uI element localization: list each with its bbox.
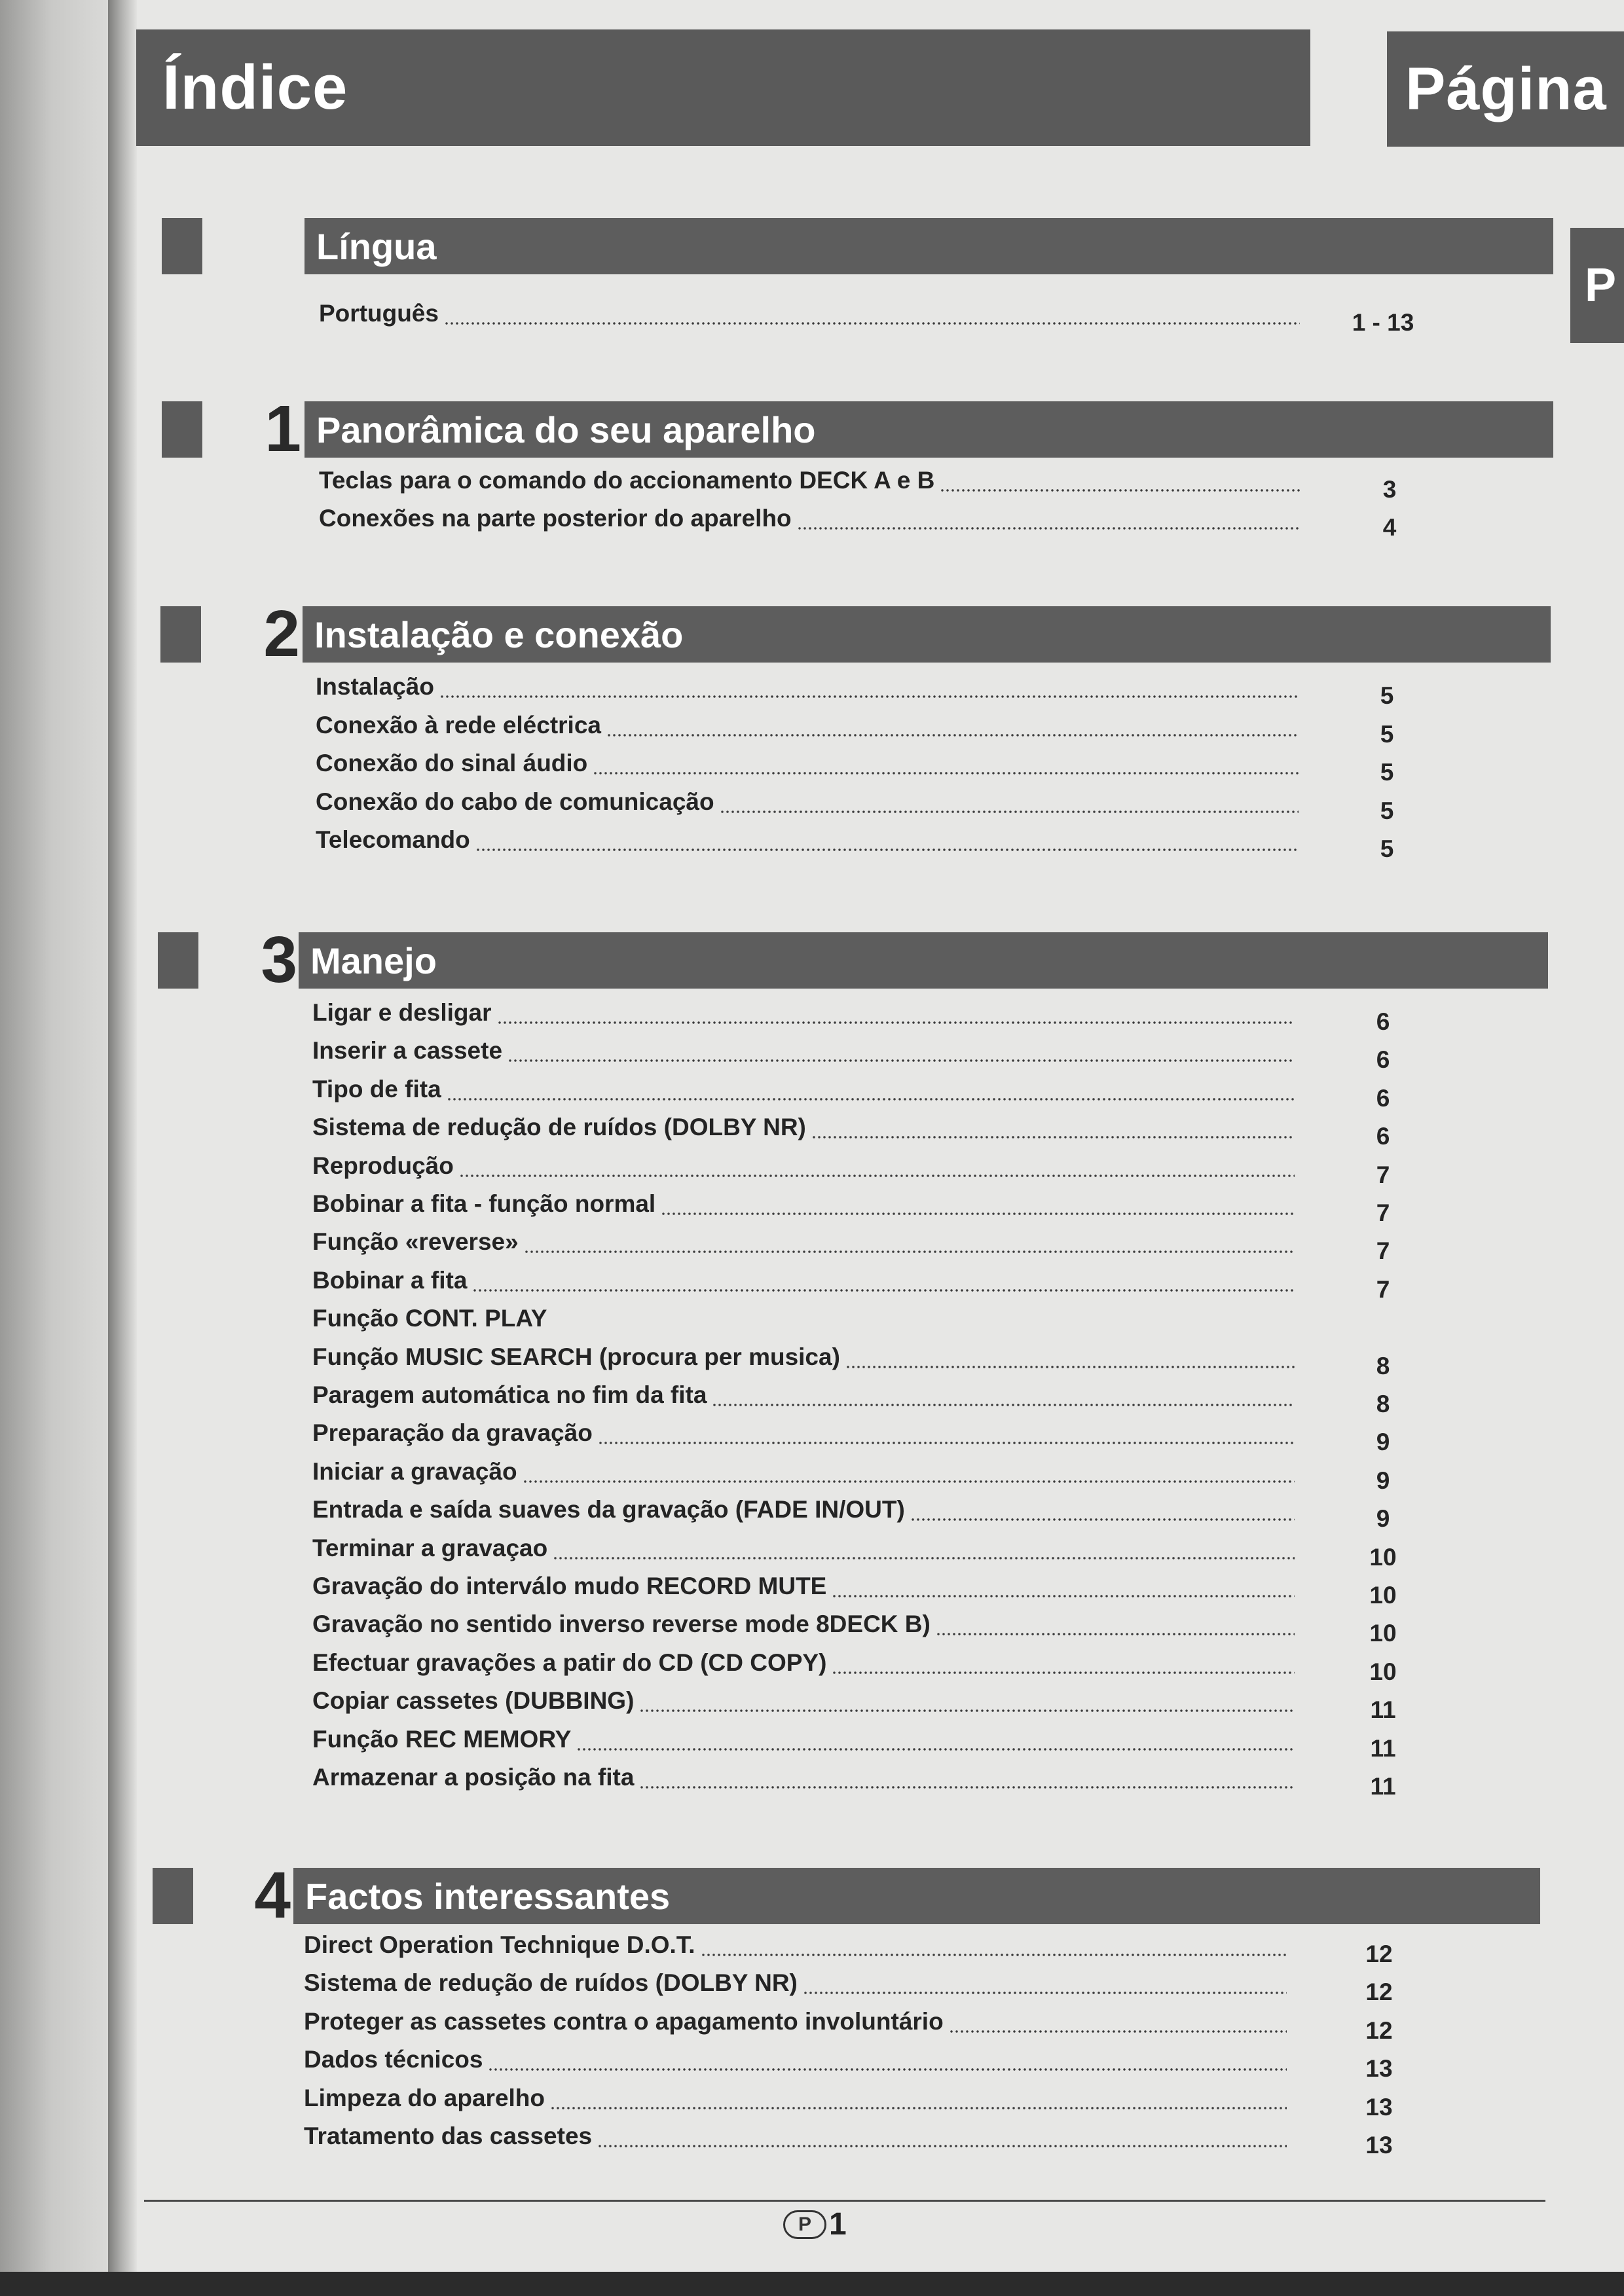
section-title: Instalação e conexão — [303, 606, 1551, 663]
toc-entry[interactable] — [312, 1190, 1449, 1228]
section-marker — [158, 932, 198, 989]
toc-leader-dots — [459, 1175, 1295, 1177]
toc-leader-dots — [598, 1442, 1295, 1444]
toc-entry-label: Telecomando — [316, 826, 470, 854]
toc-leader-dots — [845, 1366, 1295, 1368]
toc-entry-page: 5 — [1380, 682, 1394, 709]
toc-leader-dots — [639, 1709, 1295, 1712]
toc-leader-dots — [712, 1404, 1295, 1406]
page-column-heading: Página — [1387, 31, 1624, 147]
toc-entry[interactable] — [312, 1381, 1449, 1419]
toc-leader-dots — [661, 1212, 1295, 1215]
toc-leader-dots — [832, 1671, 1295, 1674]
toc-entry-label: Bobinar a fita - função normal — [312, 1190, 656, 1217]
toc-leader-dots — [910, 1518, 1295, 1521]
toc-entry[interactable] — [304, 2085, 1445, 2123]
toc-entry-page: 11 — [1370, 1773, 1396, 1800]
page-edge-shadow — [108, 0, 137, 2296]
toc-entry-label: Dados técnicos — [304, 2046, 483, 2073]
toc-entry-label: Função MUSIC SEARCH (procura per musica) — [312, 1343, 840, 1370]
toc-entry[interactable] — [312, 1076, 1449, 1114]
toc-entry-label: Teclas para o comando do accionamento DECK A e B — [319, 467, 935, 494]
toc-entry-label: Preparação da gravação — [312, 1419, 593, 1447]
toc-entry[interactable] — [312, 1037, 1449, 1075]
toc-entry-page: 12 — [1365, 1978, 1393, 2006]
page-title: Índice — [136, 29, 1310, 146]
section-number: 3 — [261, 923, 297, 996]
section-marker — [153, 1868, 193, 1924]
toc-leader-dots — [593, 772, 1299, 774]
toc-entry-page: 8 — [1376, 1391, 1390, 1417]
toc-entry-page: 5 — [1380, 759, 1394, 786]
toc-entry-label: Bobinar a fita — [312, 1266, 468, 1294]
toc-entry-page: 10 — [1369, 1658, 1397, 1685]
toc-entry-page: 7 — [1376, 1161, 1390, 1188]
toc-entry[interactable] — [312, 1687, 1449, 1725]
toc-entry[interactable] — [312, 1611, 1449, 1649]
toc-entry-page: 10 — [1369, 1620, 1397, 1647]
toc-entry-label: Tipo de fita — [312, 1075, 441, 1102]
toc-entry[interactable] — [312, 1764, 1449, 1802]
language-side-tab: P — [1570, 228, 1624, 343]
toc-entry-label: Armazenar a posição na fita — [312, 1764, 635, 1791]
toc-leader-dots — [940, 489, 1300, 492]
toc-entry-page: 7 — [1376, 1199, 1390, 1226]
toc-leader-dots — [439, 695, 1299, 698]
toc-leader-dots — [949, 2030, 1287, 2033]
toc-entry-label: Efectuar gravações a patir do CD (CD COPY) — [312, 1649, 827, 1676]
scan-bottom-edge — [0, 2272, 1624, 2296]
toc-entry-page: 7 — [1376, 1237, 1390, 1265]
toc-entry-page: 5 — [1380, 835, 1394, 863]
toc-entry-label: Entrada e saída suaves da gravação (FADE IN/OUT) — [312, 1496, 905, 1523]
toc-entry[interactable] — [312, 1343, 1449, 1381]
toc-entry-page: 6 — [1376, 1084, 1390, 1112]
toc-entry[interactable] — [312, 1496, 1449, 1534]
toc-leader-dots — [701, 1954, 1287, 1956]
toc-entry-page: 3 — [1382, 476, 1397, 503]
toc-leader-dots — [797, 527, 1300, 530]
toc-entry-label: Terminar a gravaçao — [312, 1534, 548, 1561]
toc-leader-dots — [524, 1250, 1295, 1253]
toc-entry-label: Conexões na parte posterior do aparelho — [319, 505, 792, 532]
toc-entry-page: 11 — [1370, 1696, 1396, 1724]
toc-entry[interactable] — [316, 712, 1452, 750]
toc-entry-label: Conexão à rede eléctrica — [316, 711, 601, 738]
toc-entry-page: 6 — [1376, 1123, 1390, 1150]
book-spine-shadow — [0, 0, 115, 2296]
toc-entry[interactable] — [312, 1573, 1449, 1611]
toc-leader-dots — [497, 1021, 1295, 1024]
section-number: 4 — [254, 1859, 291, 1932]
toc-entry-page: 4 — [1382, 514, 1397, 541]
toc-entry-label: Função REC MEMORY — [312, 1725, 572, 1753]
toc-leader-dots — [507, 1059, 1295, 1062]
toc-entry[interactable] — [312, 1726, 1449, 1764]
toc-entry[interactable] — [304, 2123, 1445, 2160]
toc-leader-dots — [472, 1289, 1295, 1292]
toc-leader-dots — [832, 1595, 1295, 1597]
toc-leader-dots — [606, 734, 1299, 737]
toc-entry-page: 1 - 13 — [1352, 309, 1414, 336]
toc-entry-page: 5 — [1380, 797, 1394, 824]
toc-entry-label: Conexão do sinal áudio — [316, 750, 588, 777]
toc-entry-page: 13 — [1365, 2055, 1393, 2083]
toc-entry[interactable] — [312, 1419, 1449, 1457]
toc-leader-dots — [488, 2068, 1287, 2071]
toc-entry-page: 8 — [1376, 1352, 1390, 1379]
toc-entry[interactable] — [319, 300, 1449, 338]
toc-entry-page: 5 — [1380, 720, 1394, 748]
section-title: Manejo — [299, 932, 1548, 989]
section-title: Panorâmica do seu aparelho — [304, 401, 1553, 458]
toc-leader-dots — [576, 1748, 1295, 1751]
toc-leader-dots — [523, 1480, 1295, 1483]
page-badge: P — [783, 2210, 826, 2239]
toc-entry[interactable] — [304, 1969, 1445, 2007]
toc-leader-dots — [936, 1633, 1295, 1635]
toc-entry[interactable] — [312, 1305, 1449, 1343]
toc-entry-page: 7 — [1376, 1275, 1390, 1303]
toc-leader-dots — [803, 1992, 1287, 1994]
toc-entry-label: Tratamento das cassetes — [304, 2123, 593, 2149]
toc-entry-label: Gravação no sentido inverso reverse mode 8DECK B) — [312, 1611, 931, 1638]
toc-entry[interactable] — [304, 1931, 1445, 1969]
toc-entry-label: Sistema de redução de ruídos (DOLBY NR) — [304, 1969, 798, 1997]
toc-entry-label: Sistema de redução de ruídos (DOLBY NR) — [312, 1114, 806, 1141]
toc-leader-dots — [597, 2145, 1287, 2147]
toc-entry[interactable] — [304, 2046, 1445, 2084]
toc-entry[interactable] — [312, 1228, 1449, 1266]
toc-entry[interactable] — [319, 467, 1455, 505]
section-title: Factos interessantes — [293, 1868, 1540, 1924]
section-marker — [160, 606, 201, 663]
toc-entry-page: 10 — [1369, 1582, 1397, 1609]
toc-entry[interactable] — [319, 505, 1455, 543]
toc-leader-dots — [639, 1786, 1295, 1789]
section-number: 2 — [263, 597, 300, 670]
toc-entry[interactable] — [312, 1267, 1449, 1305]
toc-entry-label: Reprodução — [312, 1152, 454, 1179]
toc-entry-page: 6 — [1376, 1008, 1390, 1035]
toc-entry-label: Proteger as cassetes contra o apagamento involuntário — [304, 2007, 944, 2035]
toc-entry[interactable] — [312, 1458, 1449, 1496]
toc-entry-label: Copiar cassetes (DUBBING) — [312, 1687, 635, 1715]
toc-leader-dots — [550, 2107, 1287, 2109]
toc-entry-page: 10 — [1369, 1543, 1397, 1571]
toc-entry-label: Conexão do cabo de comunicação — [316, 788, 714, 815]
toc-entry-label: Instalação — [316, 673, 434, 700]
toc-leader-dots — [447, 1098, 1295, 1101]
section-number: 1 — [265, 392, 301, 465]
toc-entry-page: 12 — [1365, 1941, 1393, 1967]
toc-entry-page: 13 — [1365, 2093, 1393, 2121]
toc-entry[interactable] — [312, 1535, 1449, 1573]
toc-entry[interactable] — [316, 826, 1452, 864]
section-marker — [162, 218, 202, 274]
toc-entry-label: Inserir a cassete — [312, 1037, 503, 1065]
toc-entry-label: Paragem automática no fim da fita — [312, 1381, 707, 1408]
toc-entry[interactable] — [312, 1114, 1449, 1152]
toc-leader-dots — [444, 322, 1300, 325]
footer-divider — [144, 2200, 1545, 2202]
toc-entry[interactable] — [316, 750, 1452, 788]
toc-entry-label: Ligar e desligar — [312, 999, 492, 1026]
toc-leader-dots — [811, 1136, 1295, 1139]
toc-entry-page: 13 — [1365, 2132, 1393, 2159]
toc-entry-label: Função CONT. PLAY — [312, 1305, 547, 1332]
section-marker — [162, 401, 202, 458]
toc-entry-label: Direct Operation Technique D.O.T. — [304, 1931, 695, 1958]
toc-entry-page: 9 — [1376, 1467, 1390, 1494]
toc-entry[interactable] — [312, 999, 1449, 1037]
page-number-value: 1 — [829, 2207, 847, 2242]
toc-entry-page: 9 — [1376, 1505, 1390, 1533]
toc-entry[interactable] — [316, 788, 1452, 826]
toc-entry-label: Português — [319, 300, 439, 327]
toc-entry[interactable] — [304, 2008, 1445, 2046]
toc-leader-dots — [553, 1557, 1295, 1559]
toc-entry-label: Função «reverse» — [312, 1228, 519, 1256]
toc-entry[interactable] — [316, 673, 1452, 711]
page-number — [783, 2206, 847, 2242]
toc-entry-page: 9 — [1376, 1429, 1390, 1456]
toc-entry-page: 12 — [1365, 2016, 1393, 2044]
toc-entry-page: 11 — [1370, 1734, 1396, 1762]
toc-leader-dots — [475, 848, 1299, 851]
toc-entry-label: Gravação do interválo mudo RECORD MUTE — [312, 1573, 827, 1599]
toc-entry-label: Limpeza do aparelho — [304, 2084, 545, 2111]
toc-entry-page: 6 — [1376, 1046, 1390, 1074]
section-title: Língua — [304, 218, 1553, 274]
toc-entry-label: Iniciar a gravação — [312, 1457, 517, 1485]
toc-entry[interactable] — [312, 1152, 1449, 1190]
toc-entry[interactable] — [312, 1649, 1449, 1687]
toc-leader-dots — [720, 811, 1299, 813]
